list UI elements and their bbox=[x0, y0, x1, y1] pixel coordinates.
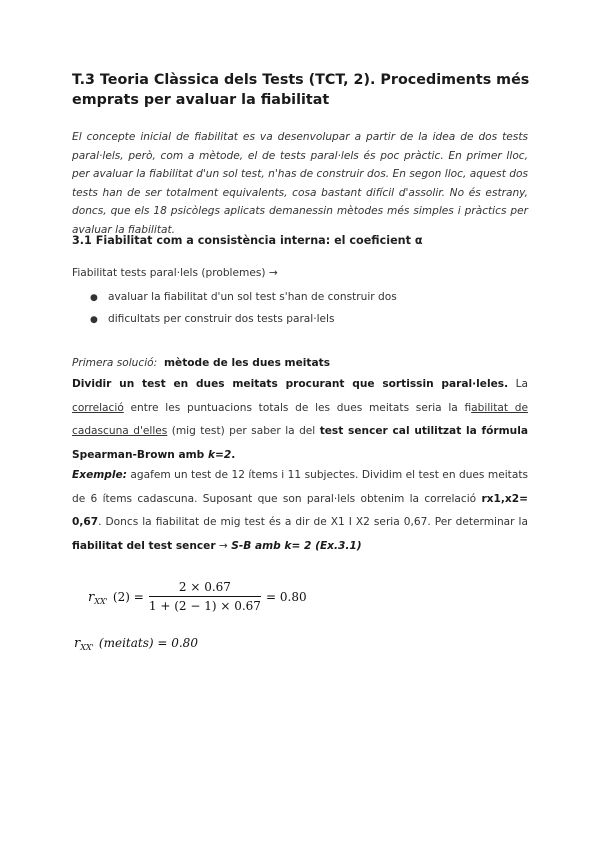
meitats-formula: $r_{XX'}$ (meitats) = 0.80 bbox=[74, 636, 198, 652]
list-item: ● dificultats per construir dos tests paral·lels bbox=[90, 310, 335, 329]
list-item: ● avaluar la fiabilitat d'un sol test s'han de construir dos bbox=[90, 288, 397, 307]
split-paragraph: Dividir un test en dues meitats procurant que sortissin paral·leles. La correlació entre les puntuacions totals de les dues meitats seria la fiabilitat de cadascuna d'elles (mig test) per saber la del test sencer cal utilitzat la fórmula Spearman-Brown amb k=2. bbox=[72, 378, 528, 461]
section-heading: 3.1 Fiabilitat com a consistència interna: el coeficient α bbox=[72, 234, 423, 247]
solution-method: mètode de les dues meitats bbox=[163, 357, 330, 369]
example-label: Exemple: bbox=[72, 469, 127, 481]
fiabilitat-link[interactable]: iabilitat de cadascuna d'elles bbox=[72, 401, 528, 437]
bullet-icon: ● bbox=[90, 315, 98, 325]
correlacio-link[interactable]: correlació bbox=[72, 401, 124, 414]
page-title: T.3 Teoria Clàssica dels Tests (TCT, 2). Procediments més emprats per avaluar la fiabilitat bbox=[72, 72, 530, 108]
solution-line bbox=[72, 354, 330, 372]
solution-label: Primera solució: bbox=[72, 357, 158, 369]
example-paragraph: Exemple: agafem un test de 12 ítems i 11 subjectes. Dividim el test en dues meitats de 6 ítems cadascuna. Suposant que son paral·lels obtenim la correlació rx1,x2= 0,67. Doncs la fiabilitat de mig test és a dir de X1 I X2 seria 0,67. Per determinar la fiabilitat del test sencer → S-B amb k= 2 (Ex.3.1) bbox=[72, 469, 528, 552]
intro-paragraph: El concepte inicial de fiabilitat es va desenvolupar a partir de la idea de dos tests paral·lels, però, com a mètode, el de tests paral·lels és poc pràctic. En primer lloc, per avaluar la fiabilitat d'un sol test, n'has de construir dos. En segon lloc, aquest dos tests han de ser totalment equivalents, cosa bastant difícil d'assolir. No és estrany, doncs, que els 18 psicòlegs aplicats demanessin mètodes més simples i pràctics per avaluar la fiabilitat. bbox=[72, 131, 528, 236]
problems-line: Fiabilitat tests paral·lels (problemes) → bbox=[72, 267, 278, 279]
spearman-brown-formula: $r_{XX'}$ (2) = $\frac{2 \times 0.67}{1 + (2 - 1) \times 0.67}$ = 0.80 bbox=[88, 580, 307, 613]
bullet-icon: ● bbox=[90, 293, 98, 303]
formula-fraction: $\frac{2 \times 0.67}{1 + (2 - 1) \times 0.67}$ bbox=[148, 580, 261, 613]
